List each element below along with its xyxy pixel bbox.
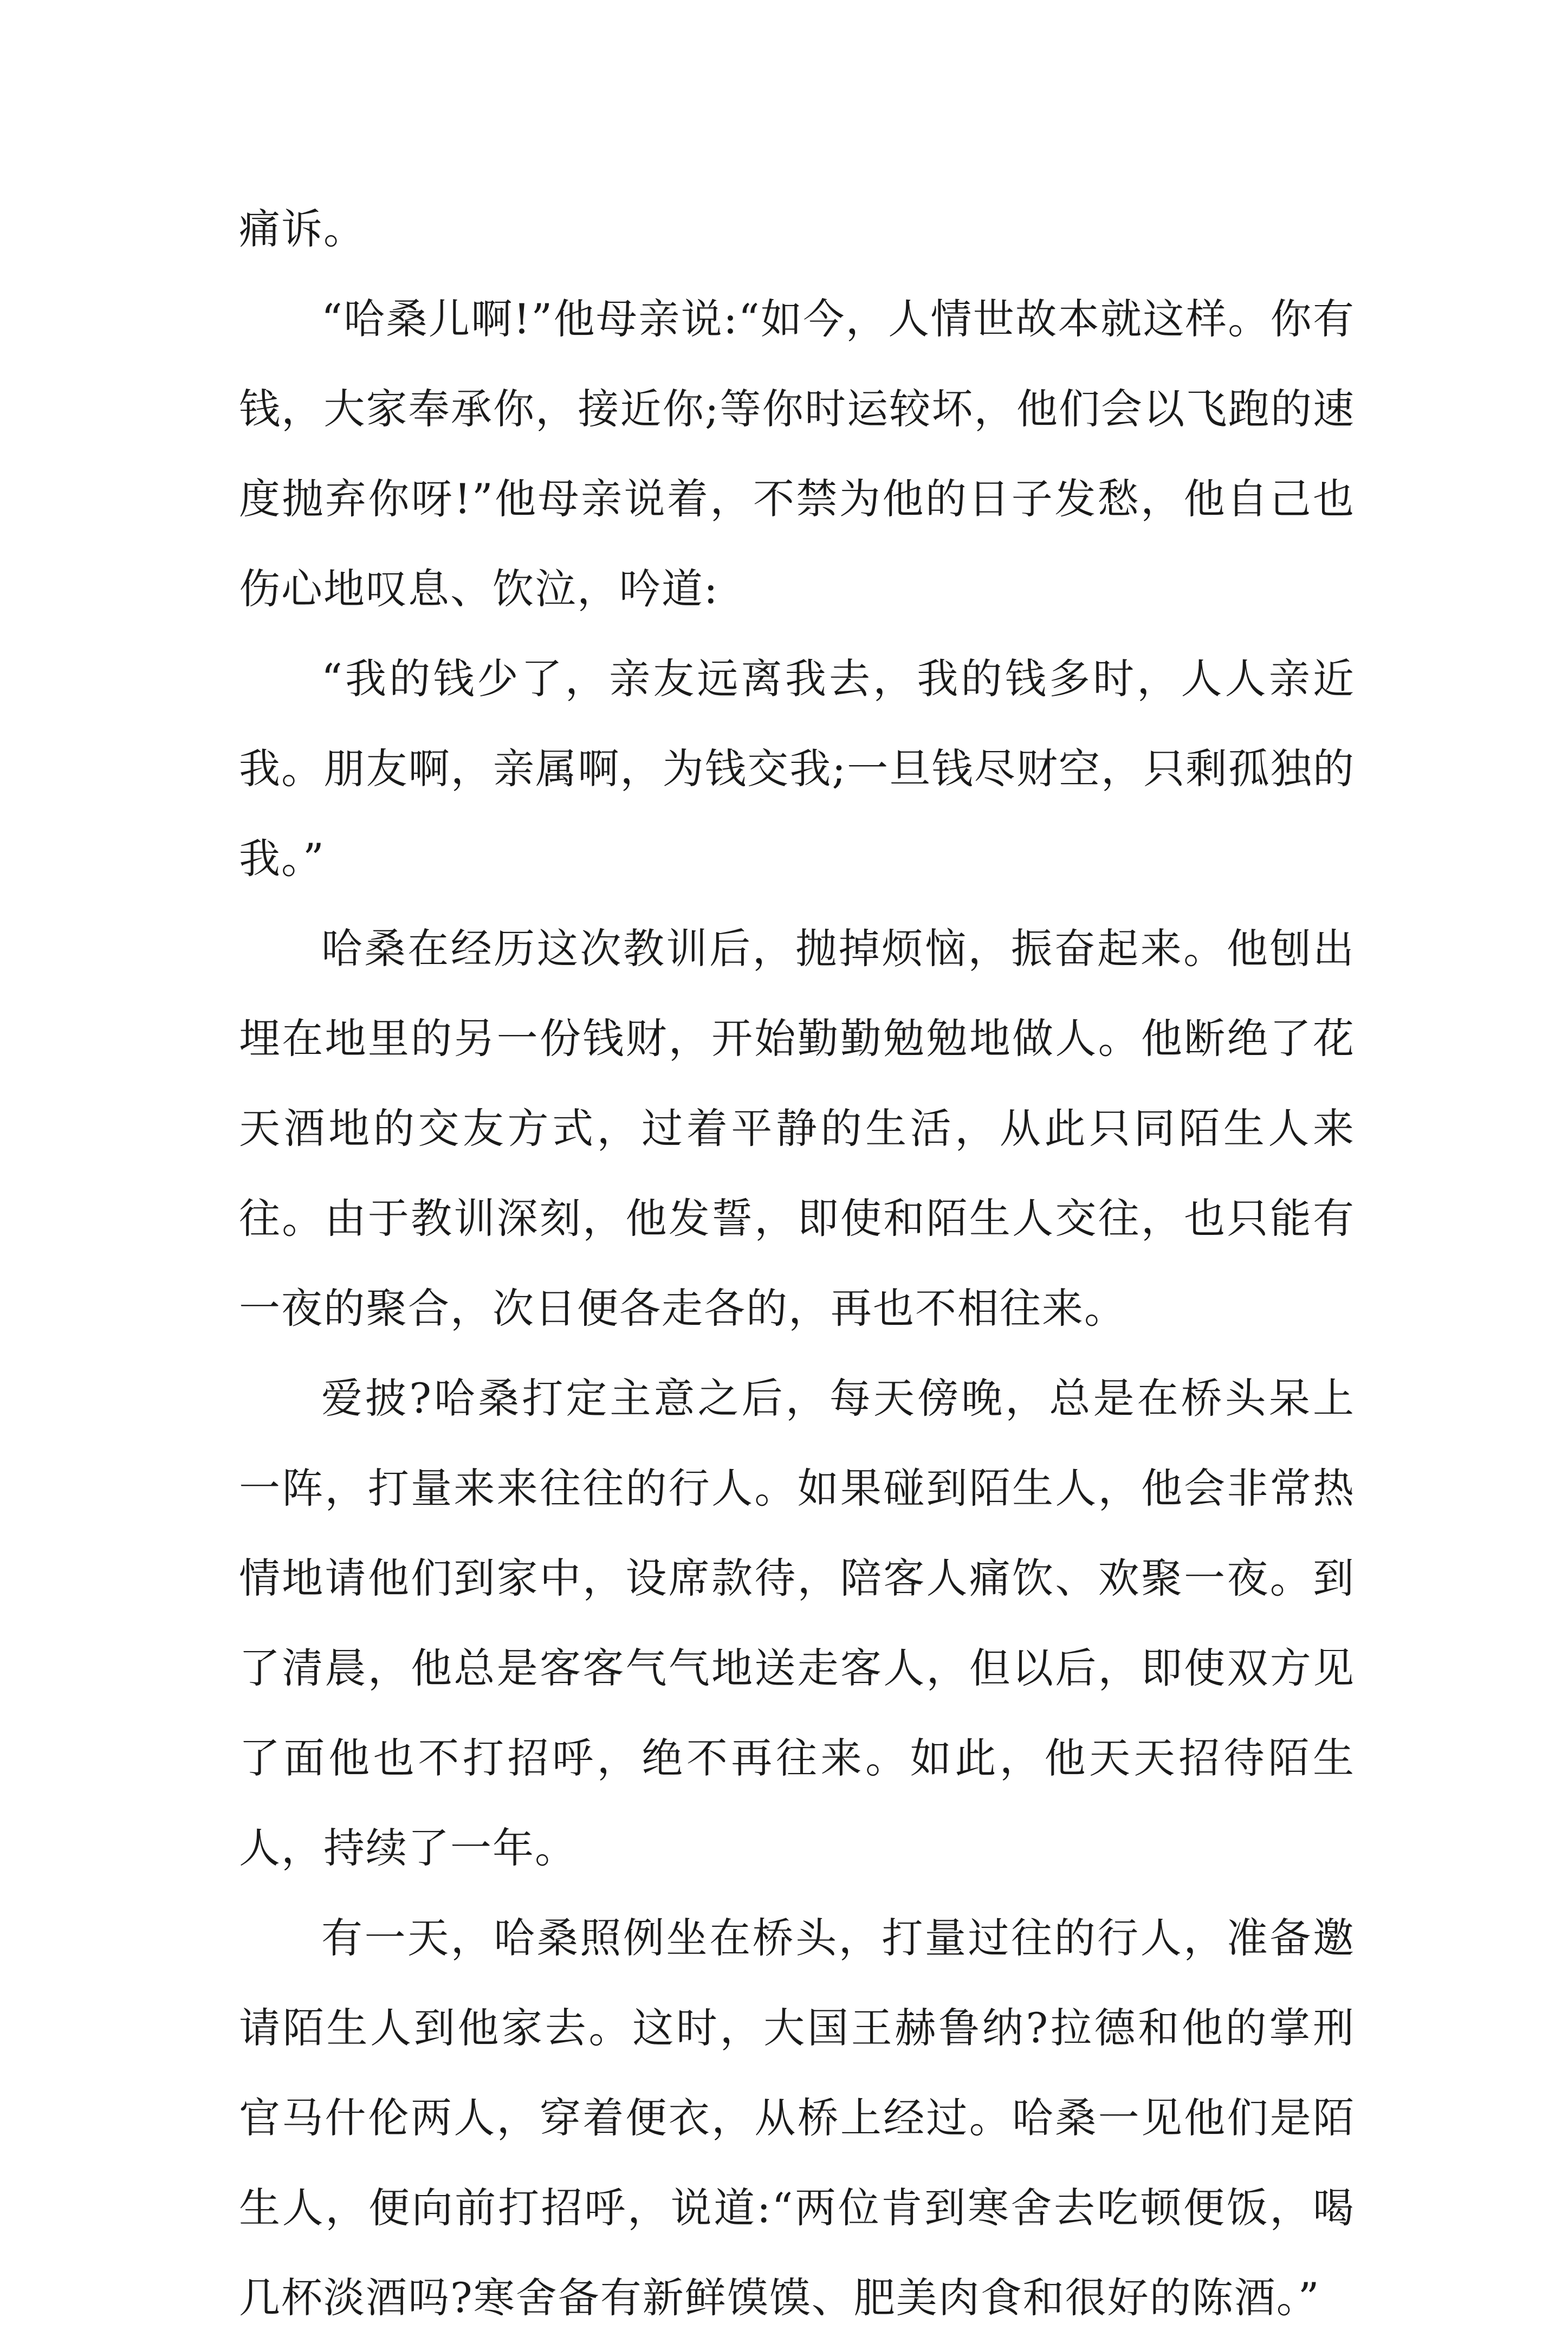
paragraph-6: 有一天，哈桑照例坐在桥头，打量过往的行人，准备邀请陌生人到他家去。这时，大国王赫鲁纳?拉德和他的掌刑官马什伦两人，穿着便衣，从桥上经过。哈桑一见他们是陌生人，便向前打招呼，说道:“两位肯到寒舍去吃顿便饭，喝几杯淡酒吗?寒舍备有新鲜馍馍、肥美肉食和很好的陈酒。”	[239, 1914, 1355, 2322]
paragraph-4: 哈桑在经历这次教训后，抛掉烦恼，振奋起来。他刨出埋在地里的另一份钱财，开始勤勤勉勉地做人。他断绝了花天酒地的交友方式，过着平静的生活，从此只同陌生人来往。由于教训深刻，他发誓，即使和陌生人交往，也只能有一夜的聚合，次日便各走各的，再也不相往来。	[239, 924, 1355, 1332]
paragraph-3: “我的钱少了，亲友远离我去，我的钱多时，人人亲近我。朋友啊，亲属啊，为钱交我;一旦钱尽财空，只剩孤独的我。”	[239, 655, 1355, 883]
paragraph-1: 痛诉。	[239, 205, 366, 253]
document-body	[239, 184, 1355, 2343]
paragraph-2: “哈桑儿啊!”他母亲说:“如今，人情世故本就这样。你有钱，大家奉承你，接近你;等你时运较坏，他们会以飞跑的速度抛弃你呀!”他母亲说着，不禁为他的日子发愁，他自己也伤心地叹息、饮泣，吟道:	[239, 295, 1355, 613]
paragraph-5: 爱披?哈桑打定主意之后，每天傍晚，总是在桥头呆上一阵，打量来来往往的行人。如果碰到陌生人，他会非常热情地请他们到家中，设席款待，陪客人痛饮、欢聚一夜。到了清晨，他总是客客气气地送走客人，但以后，即使双方见了面他也不打招呼，绝不再往来。如此，他天天招待陌生人，持续了一年。	[239, 1374, 1355, 1872]
